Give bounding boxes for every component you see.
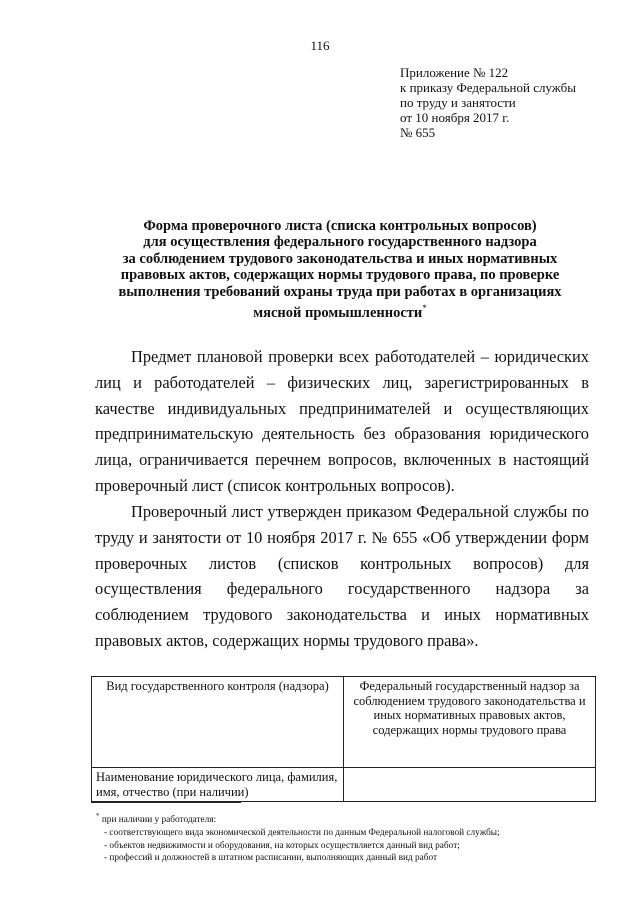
table-row <box>92 677 596 768</box>
form-title <box>100 218 580 321</box>
title-line: за соблюдением трудового законодательства и иных нормативных <box>122 250 558 267</box>
title-line: мясной промышленности <box>253 304 423 321</box>
footnote-intro-line <box>96 810 500 827</box>
footnote-mark: * <box>96 812 100 820</box>
title-line: для осуществления федерального государственного надзора <box>143 234 537 251</box>
title-line: Форма проверочного листа (списка контрольных вопросов) <box>143 218 537 234</box>
table-cell-label: Наименование юридического лица, фамилия, имя, отчество (при наличии) <box>92 768 344 802</box>
annex-line: Приложение № 122 <box>400 65 509 80</box>
title-line: правовых актов, содержащих нормы трудового права, по проверке <box>120 267 560 284</box>
footnote-divider <box>91 802 241 803</box>
table-cell-value[interactable] <box>344 768 596 802</box>
title-last-line <box>100 300 580 321</box>
paragraph-text: Предмет плановой проверки всех работодателей – юридических лиц и работодателей – физических лиц, зарегистрированных в качестве индивидуальных предпринимателей и осуществляющих предпринимательскую деятельность без образования юридического лица, ограничивается перечнем вопросов, включенных в настоящий проверочный лист (список контрольных вопросов). <box>95 347 589 495</box>
footnote-item: - объектов недвижимости и оборудования, на которых осуществляется данный вид работ; <box>104 840 460 851</box>
footnote-item: - соответствующего вида экономической деятельности по данным Федеральной налоговой службы; <box>104 827 500 838</box>
table-cell-label: Вид государственного контроля (надзора) <box>92 677 344 768</box>
title-line: выполнения требований охраны труда при работах в организациях <box>118 283 562 300</box>
footnote <box>96 810 500 865</box>
control-type-table <box>91 676 596 802</box>
annex-line: по труду и занятости <box>400 95 516 110</box>
page-number: 116 <box>310 38 330 53</box>
annex-line: от 10 ноября 2017 г. <box>400 110 510 125</box>
paragraph-text: Проверочный лист утвержден приказом Федеральной службы по труду и занятости от 10 ноября 2017 г. № 655 «Об утверждении форм проверочных листов (списков контрольных вопросов) для осуществления федерального государственного надзора за соблюдением трудового законодательства и иных нормативных правовых актов, содержащих нормы трудового права». <box>95 502 589 650</box>
footnote-intro: при наличии у работодателя: <box>101 815 217 826</box>
footnote-mark: * <box>422 303 427 314</box>
table-cell-value: Федеральный государственный надзор за соблюдением трудового законодательства и иных нормативных правовых актов, содержащих нормы трудового права <box>344 677 596 768</box>
paragraph-subject <box>95 344 589 499</box>
annex-line: № 655 <box>400 125 436 140</box>
annex-header <box>400 65 576 140</box>
footnote-item: - профессий и должностей в штатном расписании, выполняющих данный вид работ <box>104 853 438 864</box>
table-row <box>92 768 596 802</box>
annex-line: к приказу Федеральной службы <box>400 80 576 95</box>
paragraph-approval <box>95 499 589 654</box>
